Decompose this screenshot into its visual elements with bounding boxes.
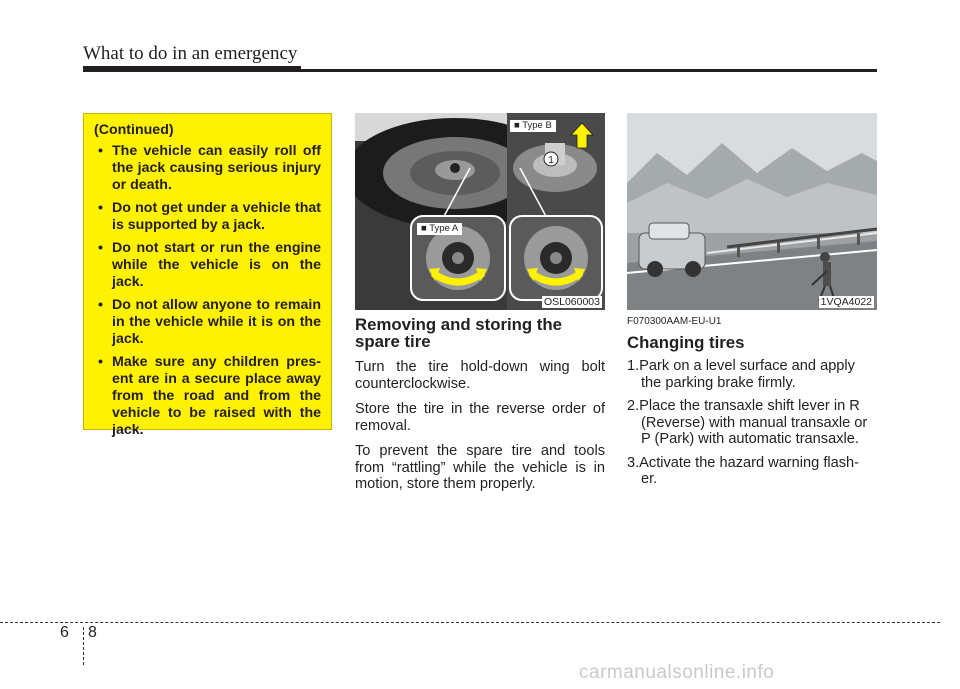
page-number: 8: [88, 624, 97, 641]
roadside-illustration: [627, 113, 877, 310]
roadside-drawing: [627, 113, 877, 310]
section-title: Removing and storing the spare tire: [355, 315, 562, 351]
chapter-number: 6: [60, 624, 69, 641]
warning-item: • Make sure any children pres- ent are in a secure place away from the road and from the vehicle to be raised with the jack.: [98, 354, 321, 438]
steps-list: [627, 358, 877, 488]
page-header-title: What to do in an emergency: [83, 43, 298, 64]
step-item: 3.Activate the hazard warning flash- er.: [627, 454, 860, 487]
warning-list: [93, 143, 321, 439]
type-b-label: ■ Type B: [510, 120, 556, 132]
warning-box: [83, 113, 332, 438]
bullet-mark: •: [98, 240, 103, 256]
warning-item: • The vehicle can easily roll off the jack causing serious injury or death.: [98, 143, 321, 193]
changing-tires-section: [627, 316, 877, 488]
footer-divider: [83, 627, 84, 665]
spare-tire-section: [355, 316, 605, 493]
bullet-mark: •: [98, 143, 103, 159]
paragraph: To prevent the spare tire and tools from “rattling” while the vehicle is in motion, store them properly.: [355, 443, 605, 492]
header-rule: [83, 69, 877, 72]
warning-item: • Do not get under a vehicle that is supported by a jack.: [98, 200, 321, 233]
step-item: 1.Park on a level surface and apply the parking brake firmly.: [627, 358, 855, 391]
paragraph: Store the tire in the reverse order of removal.: [355, 401, 605, 434]
warning-item: • Do not start or run the engine while the vehicle is on the jack.: [98, 240, 321, 290]
spare-tire-drawing: [355, 113, 605, 310]
spare-tire-illustration: [355, 113, 605, 310]
type-a-label: ■ Type A: [417, 223, 462, 235]
paragraph: Turn the tire hold-down wing bolt counterclockwise.: [355, 359, 605, 392]
step-item: 2.Place the transaxle shift lever in R (Reverse) with manual transaxle or P (Park) with automatic transaxle.: [627, 398, 868, 447]
footer-rule: [0, 622, 940, 623]
callout-number: 1: [548, 155, 554, 166]
figure-code: 1VQA4022: [820, 296, 872, 308]
warning-item: • Do not allow anyone to remain in the vehicle while it is on the jack.: [98, 297, 321, 347]
section-title: Changing tires: [627, 333, 745, 352]
warning-continued-label: (Continued): [94, 122, 174, 138]
section-code: F070300AAM-EU-U1: [627, 316, 722, 327]
bullet-mark: •: [98, 354, 103, 370]
watermark: carmanualsonline.info: [579, 662, 775, 683]
bullet-mark: •: [98, 297, 103, 313]
figure-code: OSL060003: [543, 296, 600, 308]
bullet-mark: •: [98, 200, 103, 216]
